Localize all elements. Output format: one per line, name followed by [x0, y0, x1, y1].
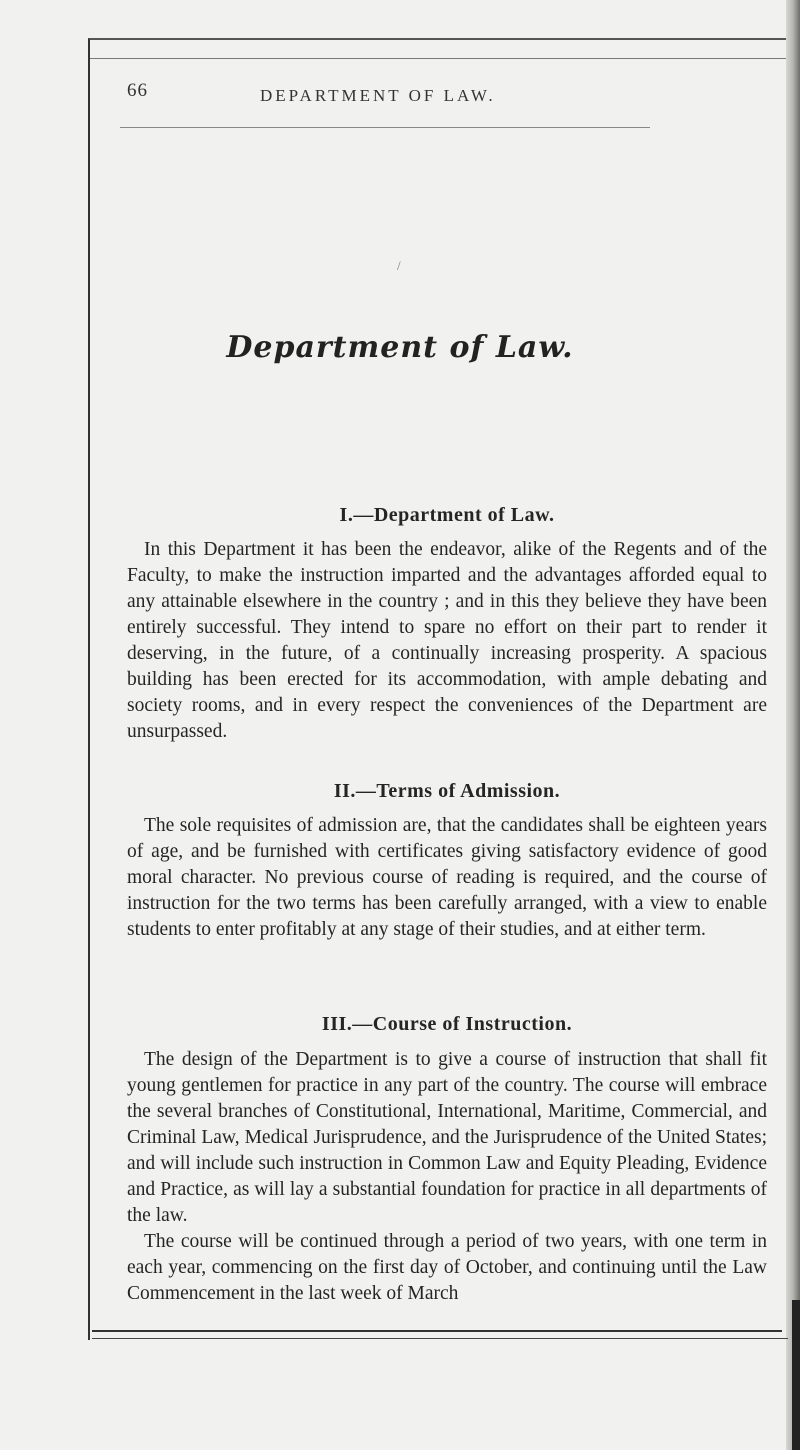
section-heading: I.—Department of Law. — [339, 504, 555, 526]
section-heading: III.—Course of Instruction. — [321, 1013, 573, 1035]
bottom-rule — [92, 1330, 782, 1332]
paragraph: The design of the Department is to give a course of instruction that shall fit young gentlemen for practice in any part of the country. The course will embrace the several branches of Constitutional, International, Maritime, Commercial, and Criminal Law, Medical Jurisprudence, and the Jurisprudence of the United States; and will include such instruction in Common Law and Equity Pleading, Evidence and Practice, as will lay a substantial foundation for practice in all departments of the law. — [127, 1049, 767, 1226]
paragraph: The course will be continued through a period of two years, with one term in each year, commencing on the first day of October, and continuing until the Law Commencement in the last week of March — [127, 1231, 767, 1304]
book-edge-shadow — [792, 1300, 800, 1450]
decorative-title: Department of Law. — [226, 330, 574, 365]
section-heading: II.—Terms of Admission. — [333, 780, 561, 802]
section-1 — [127, 502, 767, 745]
header-rule — [120, 127, 650, 128]
section-3 — [127, 1011, 767, 1307]
paragraph: The sole requisites of admission are, that the candidates shall be eighteen years of age, and be furnished with certificates giving satisfactory evidence of good moral character. No previous course of reading is required, and the course of instruction for the two terms has been carefully arranged, with a view to enable students to enter profitably at any stage of their studies, and at either term. — [127, 815, 767, 940]
top-rule — [90, 58, 795, 59]
book-edge — [786, 0, 800, 1450]
section-2 — [127, 778, 767, 943]
running-head: DEPARTMENT OF LAW. — [260, 86, 496, 105]
stray-mark: / — [397, 258, 401, 273]
paragraph: In this Department it has been the endeavor, alike of the Regents and of the Faculty, to make the instruction imparted and the advantages afforded equal to any attainable elsewhere in the country ; and in this they believe they have been entirely successful. They intend to spare no effort on their part to render it deserving, in the future, of a continually increasing prosperity. A spacious building has been erected for its accommodation, with ample debating and society rooms, and in every respect the conveniences of the Department are unsurpassed. — [127, 539, 767, 742]
bottom-rule — [92, 1338, 788, 1339]
page-number: 66 — [127, 80, 148, 101]
